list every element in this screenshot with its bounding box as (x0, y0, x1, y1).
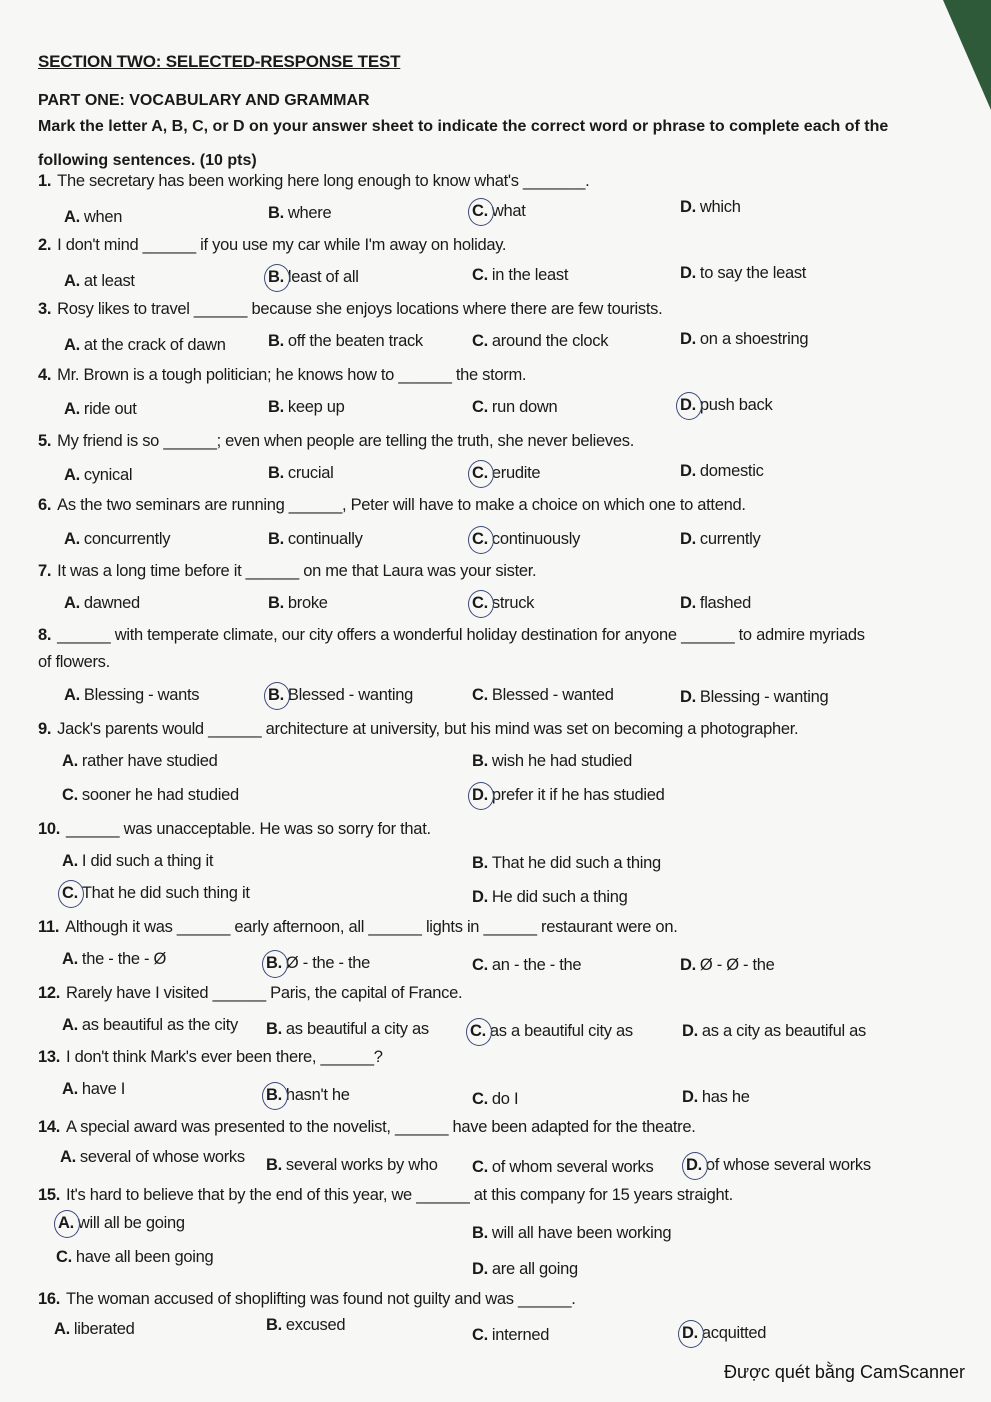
option-text: Blessing - wanting (699, 688, 829, 706)
option-letter: D. (680, 330, 696, 348)
option-letter: D. (682, 1088, 698, 1106)
option-text: sooner he had studied (81, 786, 239, 804)
question-number: 7. (38, 562, 52, 580)
option-letter: B. (268, 268, 284, 286)
option-7b (268, 594, 328, 613)
option-letter: B. (472, 752, 488, 770)
option-4b (268, 398, 345, 417)
question-number: 10. (38, 820, 61, 838)
option-10d (472, 888, 627, 907)
option-letter: A. (64, 466, 80, 484)
option-5a (64, 466, 132, 485)
option-6b (268, 530, 363, 549)
option-letter: D. (680, 198, 696, 216)
answer-circle-mark (468, 526, 494, 554)
option-5b (268, 464, 334, 483)
option-text: at least (83, 272, 135, 290)
question-number: 13. (38, 1048, 61, 1066)
question-8-continued: of flowers. (38, 653, 110, 671)
option-1a (64, 208, 122, 227)
question-number: 3. (38, 300, 52, 318)
question-number: 1. (38, 172, 52, 190)
option-text: broke (287, 594, 328, 612)
option-8c (472, 686, 614, 705)
question-text: As the two seminars are running ______, Peter will have to make a choice on which one to attend. (57, 496, 746, 514)
option-letter: B. (268, 530, 284, 548)
option-text: Ø - Ø - the (699, 956, 775, 974)
option-text: the - the - Ø (81, 950, 167, 968)
answer-circle-mark (264, 682, 290, 710)
option-text: will all be going (77, 1214, 185, 1232)
option-11b (266, 954, 370, 973)
option-3b (268, 332, 423, 351)
option-text: struck (491, 594, 535, 612)
question-text: I don't think Mark's ever been there, ______? (66, 1048, 383, 1066)
option-text: have I (81, 1080, 126, 1098)
option-text: do I (491, 1090, 519, 1108)
option-letter: A. (62, 752, 78, 770)
question-number: 6. (38, 496, 52, 514)
option-13a (62, 1080, 125, 1099)
option-text: around the clock (491, 332, 609, 350)
option-letter: C. (472, 202, 488, 220)
option-3d (680, 330, 808, 349)
option-16a (54, 1320, 135, 1339)
option-letter: D. (472, 888, 488, 906)
option-text: currently (699, 530, 761, 548)
option-7c (472, 594, 534, 613)
option-letter: D. (472, 786, 488, 804)
option-text: to say the least (699, 264, 807, 282)
option-letter: B. (472, 1224, 488, 1242)
camscanner-footer: Được quét bằng CamScanner (724, 1362, 965, 1382)
question-16 (38, 1290, 576, 1309)
option-text: several works by who (285, 1156, 438, 1174)
option-3a (64, 336, 226, 355)
option-letter: B. (268, 686, 284, 704)
answer-circle-mark (468, 782, 494, 810)
option-letter: C. (472, 594, 488, 612)
question-number: 12. (38, 984, 61, 1002)
option-text: an - the - the (491, 956, 582, 974)
option-13c (472, 1090, 518, 1109)
question-11 (38, 918, 677, 937)
option-letter: A. (62, 1016, 78, 1034)
option-letter: A. (64, 686, 80, 704)
option-text: cynical (83, 466, 133, 484)
option-text: prefer it if he has studied (491, 786, 665, 804)
option-text: of whom several works (491, 1158, 654, 1176)
option-16b (266, 1316, 345, 1335)
question-9 (38, 720, 798, 739)
option-1c (472, 202, 526, 221)
option-letter: A. (64, 400, 80, 418)
question-6 (38, 496, 746, 515)
option-text: dawned (83, 594, 140, 612)
option-4c (472, 398, 557, 417)
option-6c (472, 530, 580, 549)
option-letter: D. (686, 1156, 702, 1174)
option-15d (472, 1260, 578, 1279)
option-1b (268, 204, 331, 223)
option-text: That he did such thing it (81, 884, 250, 902)
question-14 (38, 1118, 696, 1137)
option-14c (472, 1158, 653, 1177)
option-15c (56, 1248, 213, 1267)
option-15b (472, 1224, 671, 1243)
option-text: acquitted (701, 1324, 767, 1342)
option-letter: C. (472, 1090, 488, 1108)
option-14b (266, 1156, 438, 1175)
question-number: 4. (38, 366, 52, 384)
option-letter: C. (472, 1326, 488, 1344)
option-8a (64, 686, 199, 705)
section-title: SECTION TWO: SELECTED-RESPONSE TEST (38, 52, 401, 71)
option-5c (472, 464, 540, 483)
question-number: 2. (38, 236, 52, 254)
option-text: off the beaten track (287, 332, 423, 350)
option-text: push back (699, 396, 773, 414)
question-text: It was a long time before it ______ on me that Laura was your sister. (57, 562, 537, 580)
question-number: 5. (38, 432, 52, 450)
option-text: hasn't he (285, 1086, 350, 1104)
question-number: 11. (38, 918, 60, 936)
question-15 (38, 1186, 733, 1205)
answer-circle-mark (468, 460, 494, 488)
answer-circle-mark (54, 1210, 80, 1238)
option-14d (686, 1156, 871, 1175)
option-13d (682, 1088, 750, 1107)
option-7a (64, 594, 140, 613)
part-title: PART ONE: VOCABULARY AND GRAMMAR (38, 92, 370, 109)
question-number: 8. (38, 626, 52, 644)
option-text: interned (491, 1326, 550, 1344)
option-text: Blessed - wanted (491, 686, 614, 704)
option-9d (472, 786, 665, 805)
option-letter: C. (62, 786, 78, 804)
option-letter: D. (680, 530, 696, 548)
option-12c (470, 1022, 633, 1041)
question-text: The secretary has been working here long enough to know what's _______. (57, 172, 590, 190)
option-letter: B. (266, 1156, 282, 1174)
option-letter: D. (682, 1324, 698, 1342)
option-letter: B. (268, 464, 284, 482)
option-letter: B. (268, 398, 284, 416)
option-letter: C. (472, 956, 488, 974)
answer-circle-mark (682, 1152, 708, 1180)
option-letter: B. (268, 204, 284, 222)
option-letter: C. (472, 332, 488, 350)
option-text: of whose several works (705, 1156, 871, 1174)
option-11d (680, 956, 775, 975)
option-7d (680, 594, 751, 613)
option-4a (64, 400, 137, 419)
option-13b (266, 1086, 350, 1105)
option-text: several of whose works (79, 1148, 245, 1166)
answer-circle-mark (468, 198, 494, 226)
option-16d (682, 1324, 766, 1343)
answer-circle-mark (262, 950, 288, 978)
option-letter: A. (58, 1214, 74, 1232)
option-letter: D. (472, 1260, 488, 1278)
option-text: in the least (491, 266, 569, 284)
question-7 (38, 562, 536, 581)
option-8d (680, 688, 828, 707)
option-text: have all been going (75, 1248, 214, 1266)
option-3c (472, 332, 608, 351)
option-2b (268, 268, 359, 287)
option-letter: B. (266, 1020, 282, 1038)
option-text: Blessed - wanting (287, 686, 414, 704)
option-letter: C. (472, 464, 488, 482)
option-text: erudite (491, 464, 541, 482)
option-letter: A. (64, 594, 80, 612)
option-6d (680, 530, 760, 549)
option-text: as beautiful as the city (81, 1016, 238, 1034)
question-text: Jack's parents would ______ architecture at university, but his mind was set on becoming a photographer. (57, 720, 799, 738)
option-text: are all going (491, 1260, 578, 1278)
option-2a (64, 272, 135, 291)
option-text: continuously (491, 530, 581, 548)
option-text: as a city as beautiful as (701, 1022, 866, 1040)
option-letter: A. (62, 950, 78, 968)
option-letter: A. (64, 272, 80, 290)
question-text: Although it was ______ early afternoon, all ______ lights in ______ restaurant were on. (65, 918, 678, 936)
option-9a (62, 752, 217, 771)
option-15a (58, 1214, 185, 1233)
option-letter: A. (62, 852, 78, 870)
answer-circle-mark (264, 264, 290, 292)
option-text: as beautiful a city as (285, 1020, 429, 1038)
question-number: 16. (38, 1290, 61, 1308)
option-text: when (83, 208, 123, 226)
option-letter: D. (680, 462, 696, 480)
option-text: Blessing - wants (83, 686, 200, 704)
option-letter: B. (266, 1316, 282, 1334)
option-text: flashed (699, 594, 752, 612)
option-9c (62, 786, 239, 805)
option-4d (680, 396, 772, 415)
option-text: Ø - the - the (285, 954, 371, 972)
question-text: A special award was presented to the novelist, ______ have been adapted for the theatre. (66, 1118, 696, 1136)
option-10c (62, 884, 250, 903)
option-11a (62, 950, 166, 969)
question-2 (38, 236, 506, 255)
question-12 (38, 984, 462, 1003)
option-text: where (287, 204, 332, 222)
question-text: ______ was unacceptable. He was so sorry for that. (66, 820, 431, 838)
page-corner-shadow (943, 0, 991, 110)
question-text: I don't mind ______ if you use my car while I'm away on holiday. (57, 236, 507, 254)
question-number: 9. (38, 720, 52, 738)
option-letter: C. (62, 884, 78, 902)
option-letter: B. (268, 332, 284, 350)
option-letter: A. (54, 1320, 70, 1338)
option-text: wish he had studied (491, 752, 633, 770)
option-12d (682, 1022, 866, 1041)
question-3 (38, 300, 662, 319)
answer-circle-mark (466, 1018, 492, 1046)
option-letter: B. (266, 1086, 282, 1104)
option-letter: C. (472, 686, 488, 704)
option-text: ride out (83, 400, 137, 418)
option-16c (472, 1326, 549, 1345)
question-8 (38, 626, 865, 645)
answer-circle-mark (468, 590, 494, 618)
option-8b (268, 686, 413, 705)
option-letter: B. (266, 954, 282, 972)
option-text: will all have been working (491, 1224, 672, 1242)
option-letter: C. (56, 1248, 72, 1266)
option-letter: D. (680, 264, 696, 282)
option-letter: D. (682, 1022, 698, 1040)
option-10a (62, 852, 213, 871)
question-text: ______ with temperate climate, our city offers a wonderful holiday destination for anyone ______ to admire myriads (57, 626, 865, 644)
question-text: Rarely have I visited ______ Paris, the capital of France. (66, 984, 463, 1002)
option-10b (472, 854, 661, 873)
option-text: rather have studied (81, 752, 218, 770)
answer-circle-mark (58, 880, 84, 908)
answer-circle-mark (262, 1082, 288, 1110)
option-14a (60, 1148, 245, 1167)
option-letter: A. (64, 208, 80, 226)
option-2c (472, 266, 568, 285)
option-text: excused (285, 1316, 346, 1334)
option-12a (62, 1016, 238, 1035)
option-letter: A. (64, 336, 80, 354)
question-number: 14. (38, 1118, 61, 1136)
option-text: crucial (287, 464, 334, 482)
option-text: what (491, 202, 526, 220)
question-10 (38, 820, 431, 839)
question-1 (38, 172, 589, 191)
option-letter: D. (680, 688, 696, 706)
answer-circle-mark (676, 392, 702, 420)
option-letter: D. (680, 956, 696, 974)
option-text: continually (287, 530, 363, 548)
option-letter: D. (680, 396, 696, 414)
option-text: run down (491, 398, 558, 416)
question-text: Mr. Brown is a tough politician; he knows how to ______ the storm. (57, 366, 527, 384)
option-text: domestic (699, 462, 764, 480)
option-9b (472, 752, 632, 771)
option-11c (472, 956, 581, 975)
option-text: concurrently (83, 530, 171, 548)
option-text: I did such a thing it (81, 852, 214, 870)
option-letter: C. (472, 530, 488, 548)
option-letter: C. (472, 266, 488, 284)
question-text: It's hard to believe that by the end of this year, we ______ at this company for 15 years straight. (66, 1186, 733, 1204)
question-5 (38, 432, 634, 451)
option-text: liberated (73, 1320, 135, 1338)
option-6a (64, 530, 170, 549)
option-text: as a beautiful city as (489, 1022, 633, 1040)
option-letter: A. (64, 530, 80, 548)
answer-circle-mark (678, 1320, 704, 1348)
option-text: least of all (287, 268, 359, 286)
option-letter: C. (470, 1022, 486, 1040)
option-letter: A. (62, 1080, 78, 1098)
question-text: The woman accused of shoplifting was found not guilty and was ______. (66, 1290, 576, 1308)
instructions: Mark the letter A, B, C, or D on your answer sheet to indicate the correct word or phrase to complete each of the following sentences. (10 pts) (38, 118, 889, 169)
option-letter: B. (268, 594, 284, 612)
option-text: which (699, 198, 741, 216)
option-letter: D. (680, 594, 696, 612)
option-letter: B. (472, 854, 488, 872)
option-text: keep up (287, 398, 345, 416)
option-letter: C. (472, 1158, 488, 1176)
question-text: Rosy likes to travel ______ because she enjoys locations where there are few tourists. (57, 300, 663, 318)
option-text: has he (701, 1088, 750, 1106)
option-letter: A. (60, 1148, 76, 1166)
option-5d (680, 462, 764, 481)
option-1d (680, 198, 741, 217)
option-text: That he did such a thing (491, 854, 661, 872)
option-text: on a shoestring (699, 330, 809, 348)
question-text: My friend is so ______; even when people are telling the truth, she never believes. (57, 432, 634, 450)
option-12b (266, 1020, 429, 1039)
option-text: at the crack of dawn (83, 336, 226, 354)
question-number: 15. (38, 1186, 61, 1204)
option-text: He did such a thing (491, 888, 628, 906)
question-13 (38, 1048, 383, 1067)
option-2d (680, 264, 806, 283)
question-4 (38, 366, 526, 385)
option-letter: C. (472, 398, 488, 416)
